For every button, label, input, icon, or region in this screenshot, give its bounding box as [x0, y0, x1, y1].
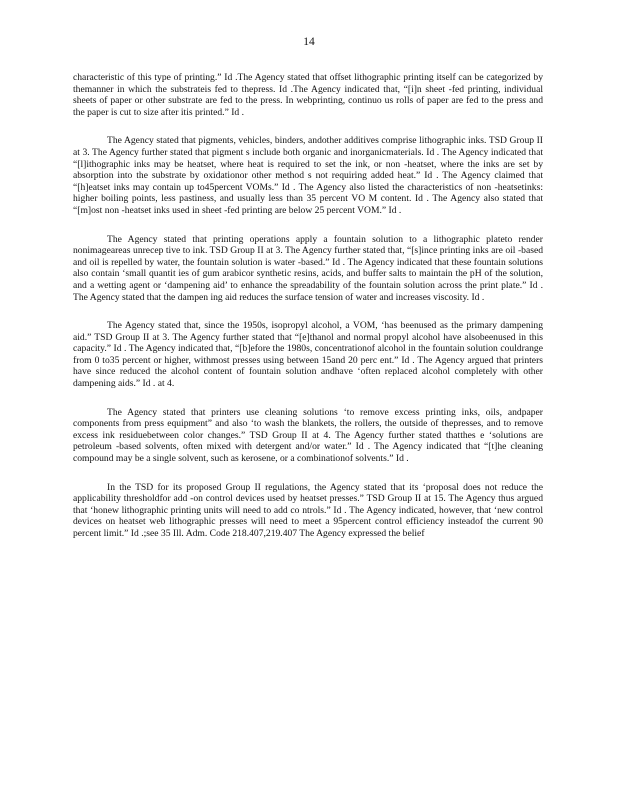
paragraph-fountain-solution: The Agency stated that printing operations apply a fountain solution to a lithographic plateto render nonimageareas unrecep tive to ink. TSD Group II at 3. The Agency further stated that, “[s]ince printing inks are oil -based and oil is repelled by water, the fountain solution is water -based.” Id . The Agency indicated that these fountain solutions also contain ‘small quantit ies of gum arabicor synthetic resins, acids, and buffer salts to maintain the pH of the solution, and a wetting agent or ‘dampening aid’ to enhance the spreadability of the fountain solution across the print plate.” Id . The Agency stated that the dampen ing aid reduces the surface tension of water and increases viscosity. Id .: [73, 233, 543, 303]
paragraph-inks: The Agency stated that pigments, vehicles, binders, andother additives comprise lithographic inks. TSD Group II at 3. The Agency further stated that pigment s include both organic and inorganicmaterials. Id . The Agency indicated that “[l]ithographic inks may be heatset, where heat is required to set the ink, or non -heatset, where the inks are set by absorption into the substrate by oxidationor other method s not requiring added heat.” Id . The Agency claimed that “[h]eatset inks may contain up to45percent VOMs.” Id . The Agency also listed the characteristics of non -heatsetinks: higher boiling points, less pastiness, and usually less than 35 percent VO M content. Id . The Agency also stated that “[m]ost non -heatset inks used in sheet -fed printing are below 25 percent VOM.” Id .: [73, 135, 543, 216]
paragraph-cleaning-solutions: The Agency stated that printers use cleaning solutions ‘to remove excess printing inks, oils, andpaper components from press equipment” and also ‘to wash the blankets, the rollers, the outside of thepresses, and to remove excess ink residuebetween color changes.” TSD Group II at 4. The Agency further stated thatthes e ‘solutions are petroleum -based solvents, often mixed with detergent and/or water.” Id . The Agency indicated that “[t]he cleaning compound may be a single solvent, such as kerosene, or a combinationof solvents.” Id .: [73, 406, 543, 465]
paragraph-dampening-aid: The Agency stated that, since the 1950s, isopropyl alcohol, a VOM, ‘has beenused as the primary dampening aid.” TSD Group II at 3. The Agency further stated that “[e]thanol and normal propyl alcohol have alsobeenused in this capacity.” Id . The Agency indicated that, “[b]efore the 1980s, concentrationof alcohol in the fountain solution couldrange from 0 to35 percent or higher, withmost presses using between 15and 20 perc ent.” Id . The Agency argued that printers have since reduced the alcohol content of fountain solution andhave ‘often replaced alcohol completely with other dampening aids.” Id . at 4.: [73, 320, 543, 390]
document-body: [73, 72, 543, 557]
page-number: 14: [303, 36, 315, 48]
paragraph-proposed-regulations: In the TSD for its proposed Group II regulations, the Agency stated that its ‘proposal does not reduce the applicability thresholdfor add -on control devices used by heatset presses.” TSD Group II at 15. The Agency thus argued that ‘honew lithographic printing units will need to add co ntrols.” Id . The Agency indicated, however, that ‘new control devices on heatset web lithographic presses will need to meet a 95percent control efficiency insteadof the current 90 percent limit.” Id .;see 35 Ill. Adm. Code 218.407,219.407 The Agency expressed the belief: [73, 481, 543, 539]
paragraph-continuation: characteristic of this type of printing.” Id .The Agency stated that offset lithographic printing itself can be categorized by themanner in which the substrateis fed to thepress. Id .The Agency indicated that, “[i]n sheet -fed printing, individual sheets of paper or other substrate are fed to the press. In webprinting, continuo us rolls of paper are fed to the press and the paper is cut to size after itis printed.” Id .: [73, 72, 543, 118]
